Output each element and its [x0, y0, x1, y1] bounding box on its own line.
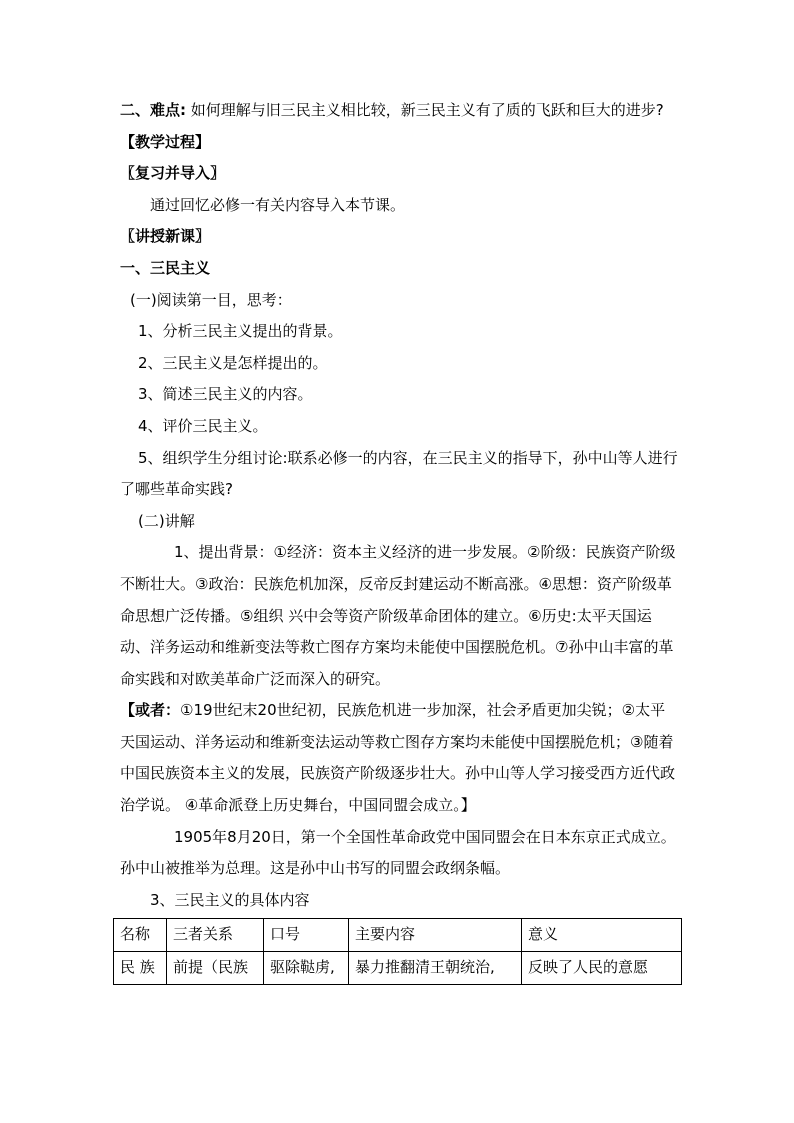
header-cell-content: 主要内容: [349, 919, 522, 952]
header-cell-relation: 三者关系: [167, 919, 264, 952]
three-principles-table: [113, 918, 682, 984]
header-cell-significance: 意义: [522, 919, 682, 952]
read-heading: (一)阅读第一目，思考：: [130, 290, 292, 309]
alternative-label: 【或者：: [120, 701, 181, 720]
row-cell-significance: 反映了人民的意愿: [522, 952, 682, 985]
alternative-paragraph: [120, 695, 680, 821]
process-heading: 【教学过程】: [120, 132, 211, 151]
section1-heading: 一、三民主义: [120, 258, 211, 277]
review-text: 通过回忆必修一有关内容导入本节课。: [150, 195, 406, 214]
review-heading: 〖复习并导入〗: [120, 164, 226, 183]
question-5: [120, 443, 680, 506]
question-3: 3、简述三民主义的内容。: [138, 385, 313, 404]
row-cell-slogan: 驱除鞑虏,: [264, 952, 349, 985]
tongmenghui-paragraph: 1905年8月20日，第一个全国性革命政党中国同盟会在日本东京正式成立。孙中山被推举为总理。这是孙中山书写的同盟会政纲条幅。: [120, 827, 676, 878]
table-header-row: [114, 919, 682, 952]
difficulty-label: 二、难点:: [120, 101, 186, 119]
question-4: 4、评价三民主义。: [138, 416, 268, 435]
question-5-label: 5、组织学生分组讨论:: [138, 448, 288, 467]
content-heading: 3、三民主义的具体内容: [150, 890, 310, 909]
header-cell-slogan: 口号: [264, 919, 349, 952]
difficulty-text: 如何理解与旧三民主义相比较，新三民主义有了质的飞跃和巨大的进步?: [190, 101, 664, 119]
alternative-text: ①19世纪末20世纪初，民族危机进一步加深，社会矛盾更加尖锐；②太平天国运动、洋务运动和维新变法运动等救亡图存方案均未能使中国摆脱危机；③随着中国民族资本主义的发展，民族资产阶级逐步壮大。孙中山等人学习接受西方近代政治学说。 ④革命派登上历史舞台，中国同盟会成立。】: [120, 701, 676, 815]
row-cell-relation: 前提（民族: [167, 952, 264, 985]
difficulty-paragraph: [120, 95, 680, 127]
explain-heading: (二)讲解: [138, 511, 195, 530]
question-2: 2、三民主义是怎样提出的。: [138, 353, 328, 372]
document-body: [120, 95, 680, 985]
background-paragraph: 1、提出背景：①经济：资本主义经济的进一步发展。②阶级：民族资产阶级不断壮大。③政治：民族危机加深，反帝反封建运动不断高涨。④思想：资产阶级革命思想广泛传播。⑤组织 兴中会等资产阶级革命团体的建立。⑥历史:太平天国运动、洋务运动和维新变法等救亡图存方案均未能使中国摆脱危机。⑦孙中山丰富的革命实践和对欧美革命广泛而深入的研究。: [120, 543, 676, 688]
question-5-text: 联系必修一的内容，在三民主义的指导下，孙中山等人进行了哪些革命实践?: [120, 448, 678, 499]
lecture-heading: 〖讲授新课〗: [120, 227, 211, 246]
row-cell-content: 暴力推翻清王朝统治,: [349, 952, 522, 985]
row-cell-name: 民 族: [114, 952, 167, 985]
header-cell-name: 名称: [114, 919, 167, 952]
table-row: [114, 952, 682, 985]
question-1: 1、分析三民主义提出的背景。: [138, 322, 343, 341]
